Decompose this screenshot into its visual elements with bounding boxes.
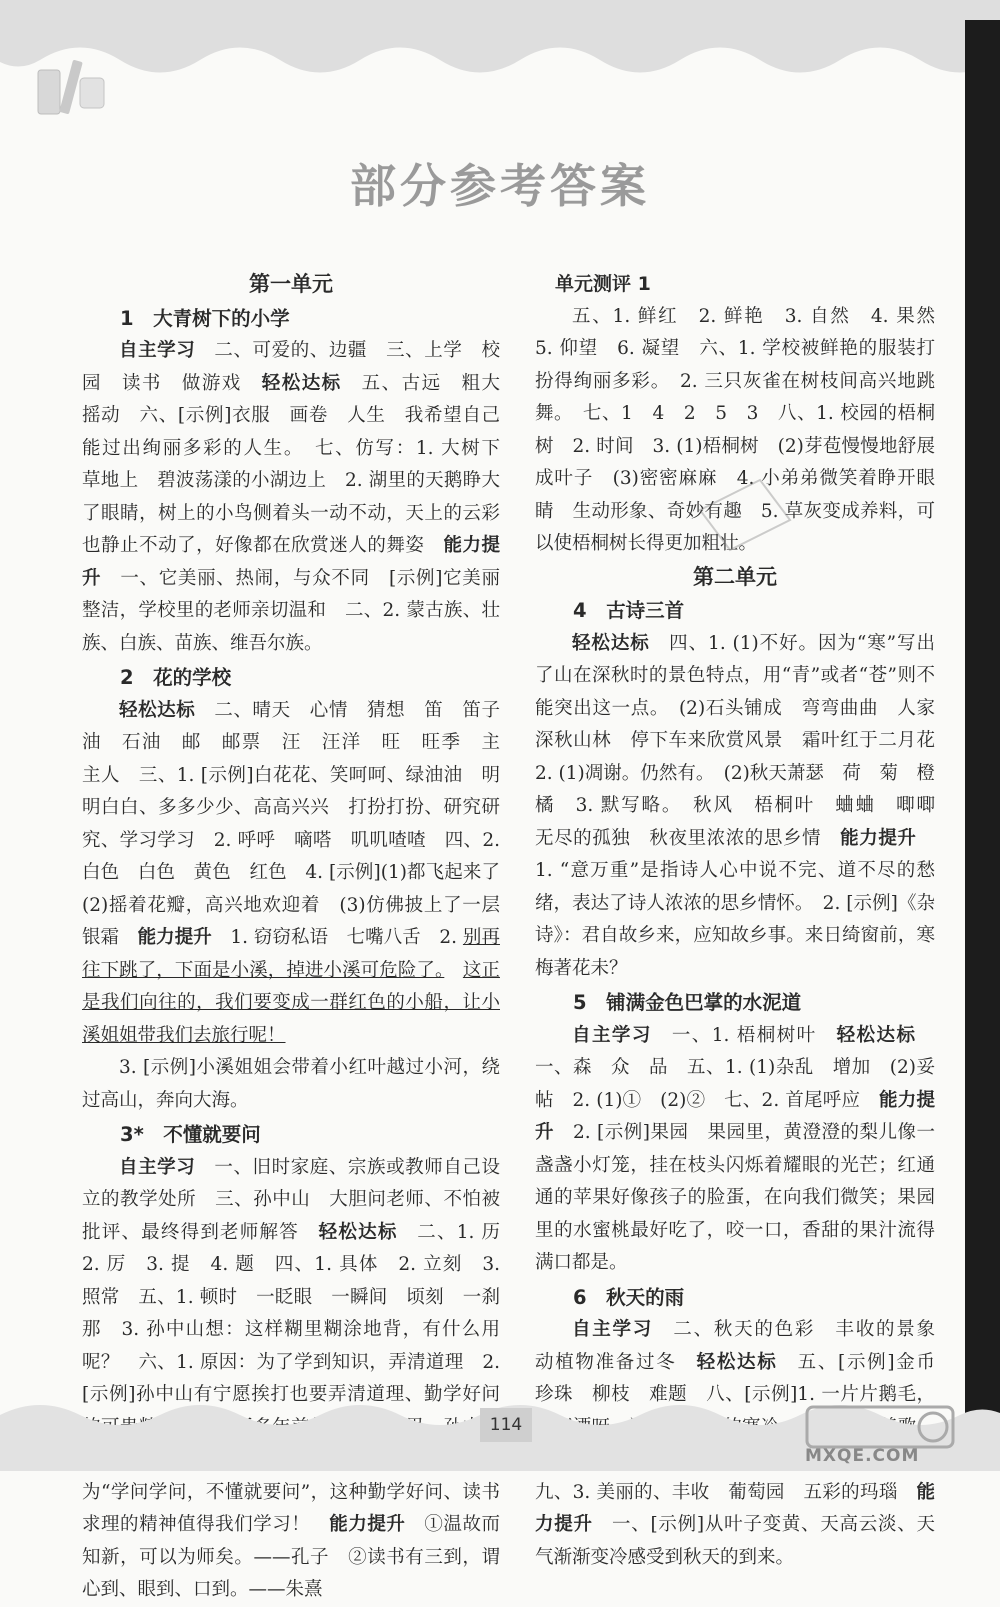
answer-text: 二、秋天的色彩 丰收的景象 动植物准备过冬 [535,1319,954,1373]
section-label: 能力提升 [137,927,212,948]
section-label: 轻松达标 [572,632,650,654]
answer-text: 五、古远 粗大 摇动 六、[示例]衣服 画卷 人生 我希望自己能过出绚丽多彩的人生。 七、仿写：1. 大树下 草地上 碧波荡漾的小湖边上 2. 湖里的天鹅睁大了眼睛，树上的小鸟侧着头一动不动，天上的云彩也静止不动了，好像都在欣赏迷人的舞姿 [82,372,519,556]
answer-text: ①温故而知新，可以为师矣。——孔子 ②读书有三到，谓心到、眼到、口到。——朱熹 [82,1514,500,1600]
answer-text: 二、晴天 心情 猜想 笛 笛子 油 石油 邮 邮票 汪 汪洋 旺 旺季 主 主人 三、1. [示例]白花花、笑呵呵、绿油油 明明白白、多多少少、高高兴兴 打扮打扮、研究研究、学习学习 2. 呼呼 嘀嗒 叽叽喳喳 四、2. 白色 白色 黄色 红色 4. [示例](1)都飞起来了 (2)摇着花瓣，高兴地欢迎着 (3)仿佛披上了一层银霜 [82,699,519,948]
answer-paragraph [82,335,519,660]
page-number: 114 [480,1408,532,1442]
section-label: 轻松达标 [261,372,342,394]
stationery-decoration-icon [30,50,110,120]
section-heading: 单元测评 1 [555,273,651,295]
answer-text: 二、1. 历 2. 厉 3. 提 4. 题 四、1. 具体 2. 立刻 3. 照常 五、1. 顿时 一眨眼 一瞬间 顷刻 一刹那 3. 孙中山想：这样糊里糊涂地背，有什么用呢？ 六、1. 原因：为了学到知识，弄清道理 2. [示例]孙中山有宁愿挨打也要弄清道理、勤学好问 为“学问学问，不懂就要问”，这种勤学好问、读书求理的精神值得我们学习！ [82,1221,500,1535]
answer-text: 一、森 众 品 五、1. (1)杂乱 增加 (2)妥帖 2. (1)① (2)② 七、2. 首尾呼应 [535,1024,935,1111]
answer-paragraph [82,1152,500,1607]
unit-heading: 第一单元 [249,272,333,296]
answer-text: 二、可爱的、边疆 三、上学 校园 读书 做游戏 [82,340,500,394]
lesson-heading: 4 古诗三首 [573,599,685,622]
stamp-decoration-icon [690,470,800,560]
lesson-heading: 5 铺满金色巴掌的水泥道 [573,991,802,1014]
unit-heading: 第二单元 [693,564,777,589]
answer-text: 五、1. 鲜红 2. 鲜艳 3. 自然 4. 果然 5. 仰望 6. 凝望 六、1. 学校被鲜艳的服装打扮得绚丽多彩。 2. 三只灰雀在树枝间高兴地跳舞。 七、1 4 2 5 3 八、1. 校园的梧桐树 2. 时间 3. (1)梧桐树 (2)芽苞慢慢地舒展成叶子 (3)密密麻麻 4. 小弟弟微笑着睁开眼睛 生动形象、奇妙有趣 5. 草灰变成养料，可以使梧桐树长得更加粗壮。 [535,305,954,554]
section-label: 轻松达标 [318,1221,398,1243]
answer-text: 一、它美丽、热闹，与众不同 [示例]它美丽整洁，学校里的老师亲切温和 二、2. 蒙古族、壮族、白族、苗族、维吾尔族。 [82,567,500,654]
answer-text: 一、[示例]从叶子变黄、天高云淡、天气渐渐变冷感受到秋天的到来。 [535,1514,935,1568]
section-label: 轻松达标 [119,699,196,721]
underlined-answer: 别再往下跳了，下面是小溪，掉进小溪可危险了。 [82,927,500,981]
answer-text: 1. 窃窃私语 七嘴八舌 2. [211,927,463,948]
section-label: 能力提升 [535,1481,935,1535]
answer-text: 2. [示例]果园 果园里，黄澄澄的梨儿像一盏盏小灯笼，挂在枝头闪烁着耀眼的光芒；红通通的苹果好像孩子的脸蛋，在向我们微笑；果园里的水蜜桃最好吃了，咬一口，香甜的果汁流得满口都是。 [535,1122,935,1273]
answer-text: 3. [示例]小溪姐姐会带着小红叶越过小河，绕过高山，奔向大海。 [82,1057,500,1111]
answer-text: 四、1. (1)不好。因为“寒”写出了山在深秋时的景色特点，用“青”或者“苍”则不能突出这一点。 (2)石头铺成 弯弯曲曲 人家 深秋山林 停下车来欣赏风景 霜叶红于二月花 2. (1)凋谢。仍然有。 (2)秋天萧瑟 荷 菊 橙 橘 3. 默写略。 秋风 梧桐叶 蛐蛐 唧唧 无尽的孤独 秋夜里浓浓的思乡情 [535,632,954,849]
section-label: 轻松达标 [696,1351,778,1373]
watermark-text: MXQE.COM [805,1446,920,1466]
section-label: 自主学习 [572,1319,654,1340]
section-label: 能力提升 [840,827,917,849]
answer-text: 一、旧时家庭、宗族或教师自己设立的教学处所 三、孙中山 大胆问老师、不怕被批评、最终得到老师解答 [82,1156,500,1243]
answer-text: 九、3. 美丽的、丰收 葡萄园 五彩的玛瑙 [535,1481,917,1503]
answer-text: 五、[示例]金币 珍珠 柳枝 难题 八、[示例]1. 一片片鹅毛， [535,1351,935,1405]
section-label: 能力提升 [82,535,500,589]
lesson-heading: 3* 不懂就要问 [120,1123,261,1146]
section-label: 轻松达标 [836,1024,917,1046]
lesson-heading: 2 花的学校 [120,666,232,689]
section-label: 自主学习 [119,1156,196,1178]
answer-text: 1. “意万重”是指诗人心中说不完、道不尽的愁绪，表达了诗人浓浓的思乡情怀。 2. [示例]《杂诗》：君自故乡来，应知故乡事。来日绮窗前，寒梅著花未？ [535,827,935,979]
answer-paragraph [535,1020,935,1280]
answer-paragraph [82,1052,500,1117]
page-title: 部分参考答案 [350,159,650,213]
lesson-heading: 1 大青树下的小学 [120,306,290,330]
page-edge-shadow [965,20,1000,1471]
section-label: 能力提升 [329,1514,406,1535]
answer-paragraph [82,695,519,1053]
answer-text: 一、1. 梧桐树叶 [651,1024,837,1046]
underlined-answer: 这正是我们向往的，我们要变成一群红色的小船，让小溪姐姐带我们去旅行呢！ [82,959,500,1046]
answer-paragraph [535,628,954,986]
answer-text [444,960,463,981]
answer-paragraph [535,1477,935,1575]
section-label: 能力提升 [535,1089,935,1143]
section-label: 自主学习 [572,1024,652,1046]
top-wave-band [0,0,1000,110]
section-label: 自主学习 [119,340,196,361]
right-column [535,268,954,1574]
lesson-heading: 6 秋天的雨 [573,1285,685,1309]
